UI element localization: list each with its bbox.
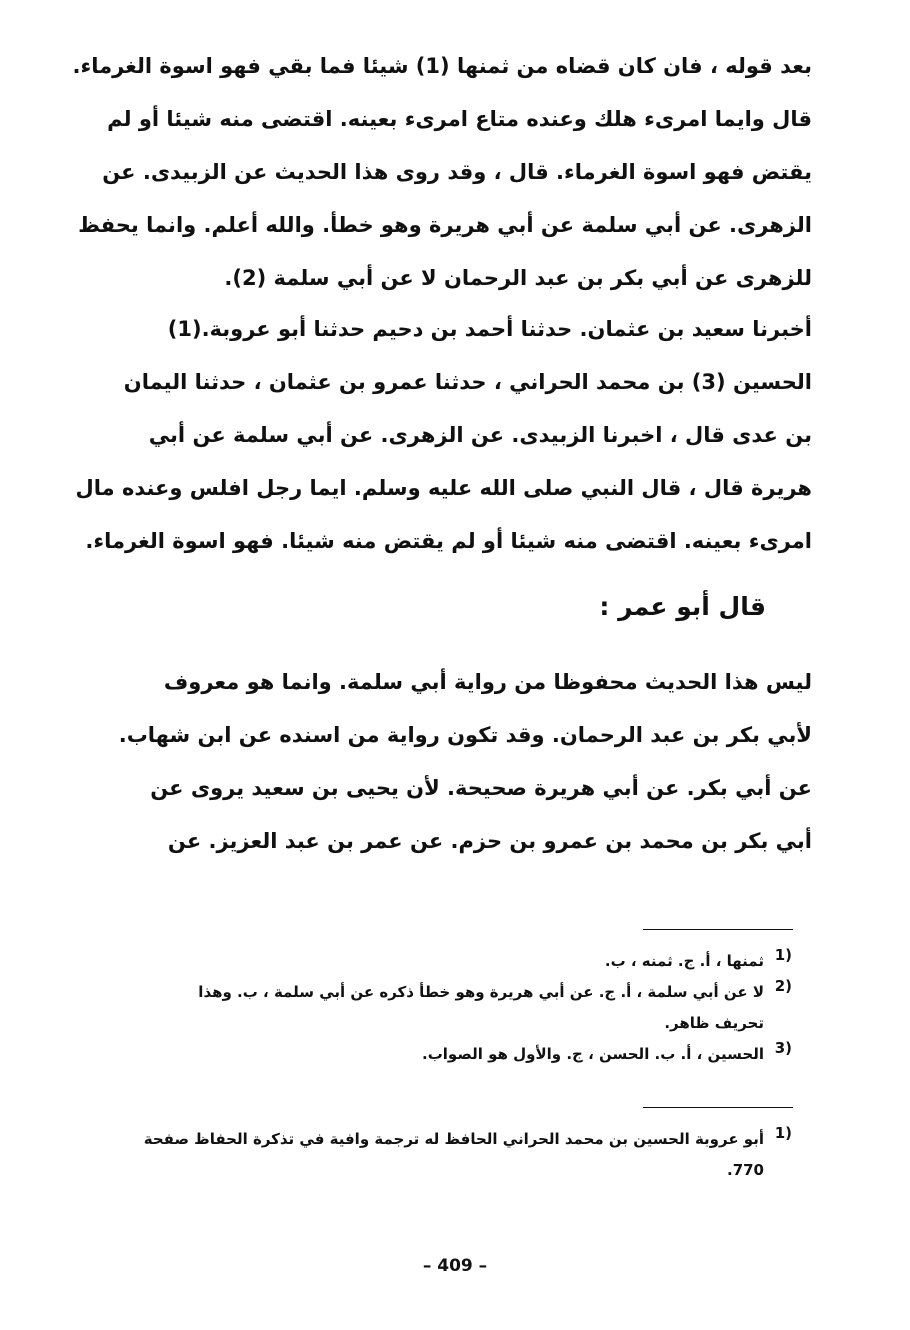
- text-line: بعد قوله ، فان كان قضاه من ثمنها (1) شيئا فما بقي فهو اسوة الغرماء.: [72, 54, 812, 78]
- text-line: للزهرى عن أبي بكر بن عبد الرحمان لا عن أبي سلمة (2).: [224, 266, 812, 290]
- footnote-number: 2): [774, 977, 792, 995]
- text-line: عن أبي بكر. عن أبي هريرة صحيحة. لأن يحيى بن سعيد يروى عن: [150, 776, 812, 800]
- footnote-note-1: [142, 1124, 792, 1186]
- footnote-number: 1): [774, 1124, 792, 1142]
- footnote-number: 3): [774, 1039, 792, 1057]
- footnote-variant-2: [142, 977, 792, 1039]
- text-line: ليس هذا الحديث محفوظا من رواية أبي سلمة. وانما هو معروف: [163, 670, 812, 694]
- footnote-variant-3: [142, 1039, 792, 1070]
- footnote-number: 1): [774, 946, 792, 964]
- paragraph-2: [75, 303, 812, 568]
- paragraph-1: [72, 40, 812, 305]
- page-number: – 409 –: [422, 1256, 488, 1276]
- footnote-line: لا عن أبي سلمة ، أ. ج. عن أبي هريرة وهو خطأ ذكره عن أبي سلمة ، ب. وهذا: [198, 983, 764, 1001]
- text-line: أخبرنا سعيد بن عثمان. حدثنا أحمد بن دحيم حدثنا أبو عروبة.(1): [167, 317, 812, 341]
- text-line: الحسين (3) بن محمد الحراني ، حدثنا عمرو بن عثمان ، حدثنا اليمان: [123, 370, 812, 394]
- footnote-line: الحسين ، أ. ب. الحسن ، ج. والأول هو الصواب.: [422, 1045, 764, 1063]
- footnote-line: تحريف ظاهر.: [664, 1014, 764, 1032]
- footnote-line: 770.: [726, 1161, 764, 1179]
- text-line: هريرة قال ، قال النبي صلى الله عليه وسلم. ايما رجل افلس وعنده مال: [75, 476, 812, 500]
- text-line: امرىء بعينه. اقتضى منه شيئا أو لم يقتض منه شيئا. فهو اسوة الغرماء.: [85, 529, 812, 553]
- footnote-divider: [643, 1107, 793, 1108]
- paragraph-3: [118, 656, 812, 868]
- text-line: لأبي بكر بن عبد الرحمان. وقد تكون رواية من اسنده عن ابن شهاب.: [118, 723, 812, 747]
- footnote-line: ثمنها ، أ. ج. ثمنه ، ب.: [604, 952, 764, 970]
- footnote-line: أبو عروبة الحسين بن محمد الحراني الحافظ له ترجمة وافية في تذكرة الحفاظ صفحة: [143, 1130, 764, 1148]
- text-line: أبي بكر بن محمد بن عمرو بن حزم. عن عمر بن عبد العزيز. عن: [167, 829, 812, 853]
- footnote-divider: [643, 929, 793, 930]
- text-line: الزهرى. عن أبي سلمة عن أبي هريرة وهو خطأ. والله أعلم. وانما يحفظ: [78, 213, 812, 237]
- footnote-variant-1: [142, 946, 792, 977]
- section-heading: قال أبو عمر :: [599, 592, 766, 621]
- text-line: بن عدى قال ، اخبرنا الزبيدى. عن الزهرى. عن أبي سلمة عن أبي: [148, 423, 812, 447]
- text-line: قال وايما امرىء هلك وعنده متاع امرىء بعينه. اقتضى منه شيئا أو لم: [107, 107, 812, 131]
- text-line: يقتض فهو اسوة الغرماء. قال ، وقد روى هذا الحديث عن الزبيدى. عن: [102, 160, 812, 184]
